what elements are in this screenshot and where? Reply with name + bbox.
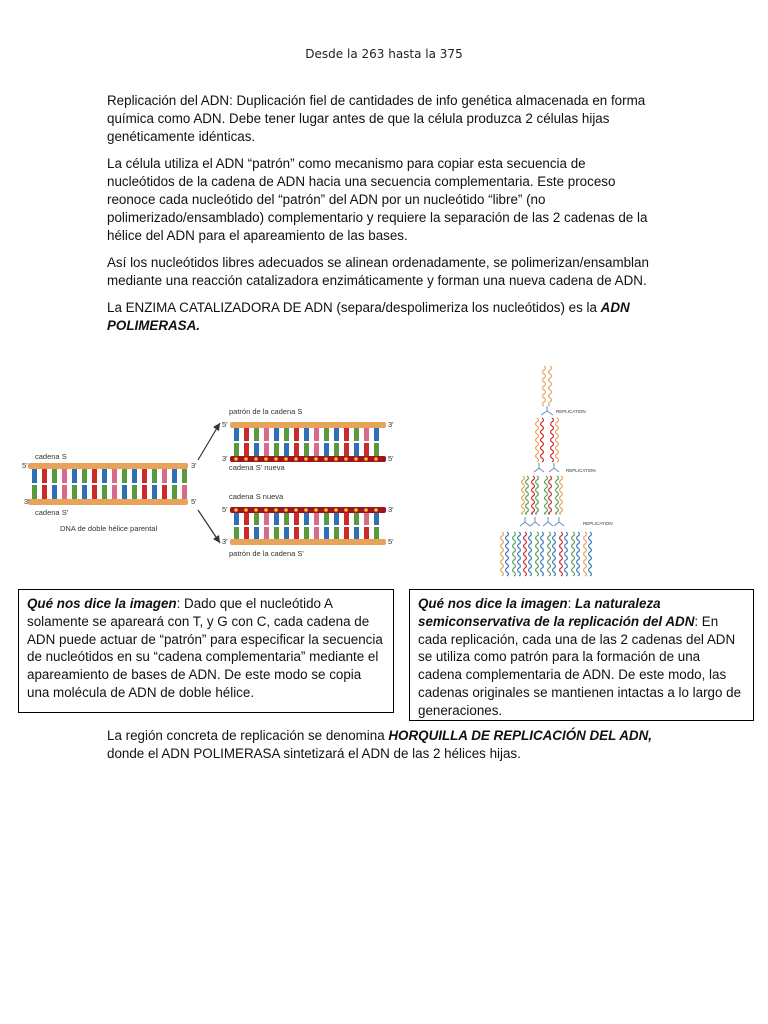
nucleotide-base bbox=[52, 485, 57, 499]
daughter-dna-helix-bottom bbox=[230, 507, 386, 545]
dna-strand bbox=[522, 476, 525, 514]
nucleotide-base bbox=[284, 527, 289, 539]
bottom-paragraph bbox=[107, 727, 655, 762]
box-right-title: Qué nos dice la imagen bbox=[418, 596, 568, 611]
dna-strand bbox=[560, 476, 563, 514]
nucleotide-base bbox=[354, 428, 359, 441]
label-cadena-s: cadena S bbox=[35, 452, 67, 461]
nucleotide-base bbox=[344, 428, 349, 441]
nucleotide-base bbox=[172, 469, 177, 483]
replication-fork bbox=[541, 406, 553, 415]
nucleotide-base bbox=[142, 469, 147, 483]
nucleotide-base bbox=[92, 485, 97, 499]
nucleotide-base bbox=[334, 428, 339, 441]
nucleotide-base bbox=[112, 485, 117, 499]
paragraph-2: La célula utiliza el ADN “patrón” como mecanismo para copiar esta secuencia de nucleótidos de la cadena de ADN hacia una secuencia complementaria. Este proceso reonoce cada nucleótido del “patrón” del ADN por un nucleótido “libre” (no polimerizado/ensamblado) complementario y requiere la separación de las 2 cadenas de la hélice del ADN para el apareamiento de las bases. bbox=[107, 156, 648, 243]
nucleotide-base bbox=[324, 527, 329, 539]
bottom-prefix: La región concreta de replicación se denomina bbox=[107, 728, 389, 743]
nucleotide-base bbox=[244, 428, 249, 441]
nucleotide-dot bbox=[304, 508, 308, 512]
nucleotide-dot bbox=[264, 457, 268, 461]
nucleotide-base bbox=[364, 443, 369, 456]
nucleotide-base bbox=[62, 485, 67, 499]
dna-strand bbox=[501, 532, 504, 576]
nucleotide-dot bbox=[274, 457, 278, 461]
nucleotide-base bbox=[102, 485, 107, 499]
main-text bbox=[107, 92, 655, 344]
nucleotide-base bbox=[304, 527, 309, 539]
page-header: Desde la 263 hasta la 375 bbox=[305, 47, 463, 61]
nucleotide-base bbox=[294, 428, 299, 441]
arrow-down-head bbox=[213, 535, 220, 543]
dna-strand bbox=[584, 532, 587, 576]
nucleotide-base bbox=[112, 469, 117, 483]
nucleotide-base bbox=[82, 469, 87, 483]
nucleotide-base bbox=[172, 485, 177, 499]
nucleotide-dot bbox=[344, 508, 348, 512]
nucleotide-base bbox=[142, 485, 147, 499]
dna-strand bbox=[553, 532, 556, 576]
nucleotide-base bbox=[152, 485, 157, 499]
dna-strand bbox=[577, 532, 580, 576]
nucleotide-base bbox=[254, 443, 259, 456]
label-cadena-s-prime: cadena S' bbox=[35, 508, 69, 517]
nucleotide-dot bbox=[274, 508, 278, 512]
caption-box-left bbox=[18, 589, 394, 713]
nucleotide-base bbox=[324, 428, 329, 441]
nucleotide-dot bbox=[284, 457, 288, 461]
paragraph-3: Así los nucleótidos libres adecuados se alinean ordenadamente, se polimerizan/ensamblan mediante una reacción catalizadora enzimáticamente y forman una nueva cadena de ADN. bbox=[107, 255, 649, 288]
end-label: 3' bbox=[222, 537, 228, 546]
nucleotide-base bbox=[264, 428, 269, 441]
nucleotide-base bbox=[244, 513, 249, 525]
nucleotide-base bbox=[374, 513, 379, 525]
label-parental: DNA de doble hélice parental bbox=[60, 524, 158, 533]
nucleotide-base bbox=[92, 469, 97, 483]
sugar-phosphate-backbone bbox=[230, 456, 386, 462]
box-right-title2: La naturaleza semiconservativa de la replicación del ADN bbox=[418, 596, 695, 629]
nucleotide-base bbox=[32, 485, 37, 499]
nucleotide-dot bbox=[244, 508, 248, 512]
nucleotide-base bbox=[374, 428, 379, 441]
dna-strand bbox=[532, 476, 535, 514]
dna-strand bbox=[526, 476, 529, 514]
bottom-bold: HORQUILLA DE REPLICACIÓN DEL ADN, bbox=[388, 728, 652, 743]
nucleotide-base bbox=[314, 527, 319, 539]
nucleotide-base bbox=[374, 443, 379, 456]
dna-strand bbox=[548, 532, 551, 576]
replication-label: REPLICATION bbox=[566, 468, 596, 473]
label-new-s-prime: cadena S' nueva bbox=[229, 463, 285, 472]
replication-fork bbox=[554, 517, 564, 526]
nucleotide-base bbox=[374, 527, 379, 539]
dna-strand bbox=[549, 476, 552, 514]
nucleotide-base bbox=[284, 513, 289, 525]
label-template-s: patrón de la cadena S bbox=[229, 407, 303, 416]
replication-fork bbox=[543, 517, 553, 526]
dna-strand bbox=[536, 532, 539, 576]
nucleotide-base bbox=[284, 443, 289, 456]
nucleotide-dot bbox=[244, 457, 248, 461]
nucleotide-base bbox=[244, 527, 249, 539]
nucleotide-base bbox=[274, 443, 279, 456]
nucleotide-dot bbox=[324, 457, 328, 461]
nucleotide-dot bbox=[334, 508, 338, 512]
end-label: 3' bbox=[388, 505, 394, 514]
dna-strand bbox=[513, 532, 516, 576]
sugar-phosphate-backbone bbox=[230, 539, 386, 545]
nucleotide-base bbox=[132, 485, 137, 499]
nucleotide-base bbox=[42, 469, 47, 483]
nucleotide-base bbox=[152, 469, 157, 483]
nucleotide-base bbox=[264, 443, 269, 456]
bottom-suffix: donde el ADN POLIMERASA sintetizará el ADN de las 2 hélices hijas. bbox=[107, 745, 521, 761]
nucleotide-base bbox=[334, 527, 339, 539]
nucleotide-dot bbox=[364, 508, 368, 512]
nucleotide-base bbox=[364, 513, 369, 525]
nucleotide-dot bbox=[334, 457, 338, 461]
nucleotide-base bbox=[254, 527, 259, 539]
nucleotide-dot bbox=[354, 457, 358, 461]
paragraph-4 bbox=[107, 299, 655, 335]
box-right-text: : En cada replicación, cada una de las 2 cadenas del ADN se utiliza como patrón para la formación de una cadena complementaria de ADN. De este modo, las cadenas originales se mantienen intactas a lo largo de generaciones. bbox=[418, 613, 742, 718]
nucleotide-base bbox=[244, 443, 249, 456]
sugar-phosphate-backbone bbox=[28, 463, 188, 469]
nucleotide-base bbox=[354, 443, 359, 456]
label-new-s: cadena S nueva bbox=[229, 492, 284, 501]
replication-fork bbox=[530, 517, 540, 526]
nucleotide-dot bbox=[354, 508, 358, 512]
nucleotide-dot bbox=[284, 508, 288, 512]
nucleotide-base bbox=[82, 485, 87, 499]
semiconservative-replication-figure bbox=[490, 362, 630, 580]
nucleotide-base bbox=[294, 443, 299, 456]
nucleotide-base bbox=[132, 469, 137, 483]
nucleotide-base bbox=[294, 513, 299, 525]
nucleotide-base bbox=[122, 469, 127, 483]
nucleotide-base bbox=[304, 513, 309, 525]
sugar-phosphate-backbone bbox=[28, 499, 188, 505]
nucleotide-base bbox=[234, 428, 239, 441]
nucleotide-base bbox=[324, 513, 329, 525]
dna-strand bbox=[506, 532, 509, 576]
nucleotide-base bbox=[274, 513, 279, 525]
nucleotide-base bbox=[234, 513, 239, 525]
nucleotide-base bbox=[162, 469, 167, 483]
nucleotide-base bbox=[294, 527, 299, 539]
dna-strand bbox=[541, 418, 544, 462]
nucleotide-base bbox=[72, 485, 77, 499]
nucleotide-dot bbox=[374, 457, 378, 461]
dna-replication-figure bbox=[20, 398, 400, 573]
end-label: 5' bbox=[388, 537, 394, 546]
dna-strand bbox=[529, 532, 532, 576]
nucleotide-base bbox=[314, 428, 319, 441]
sugar-phosphate-backbone bbox=[230, 422, 386, 428]
nucleotide-base bbox=[334, 443, 339, 456]
paragraph-1: Replicación del ADN: Duplicación fiel de cantidades de info genética almacenada en forma química como ADN. Debe tener lugar antes de que la célula produzca 2 células hijas genéticamente idénticas. bbox=[107, 93, 646, 144]
daughter-dna-helix-top bbox=[230, 422, 386, 462]
nucleotide-base bbox=[234, 527, 239, 539]
nucleotide-base bbox=[344, 513, 349, 525]
nucleotide-base bbox=[324, 443, 329, 456]
end-label: 5' bbox=[222, 420, 228, 429]
dna-strand bbox=[518, 532, 521, 576]
paragraph-4-text: La ENZIMA CATALIZADORA DE ADN (separa/despolimeriza los nucleótidos) es la bbox=[107, 300, 601, 315]
caption-box-right bbox=[409, 589, 754, 721]
paragraph-4-bold: ADN POLIMERASA. bbox=[107, 300, 630, 333]
end-label: 3' bbox=[388, 420, 394, 429]
replication-label: REPLICATION bbox=[556, 409, 586, 414]
dna-strand bbox=[556, 476, 559, 514]
dna-strand bbox=[565, 532, 568, 576]
replication-fork bbox=[534, 463, 544, 472]
nucleotide-base bbox=[284, 428, 289, 441]
nucleotide-base bbox=[344, 443, 349, 456]
dna-strand bbox=[549, 366, 552, 406]
nucleotide-base bbox=[354, 527, 359, 539]
nucleotide-base bbox=[254, 513, 259, 525]
nucleotide-base bbox=[234, 443, 239, 456]
nucleotide-dot bbox=[314, 457, 318, 461]
nucleotide-base bbox=[364, 428, 369, 441]
nucleotide-dot bbox=[234, 457, 238, 461]
sugar-phosphate-backbone bbox=[230, 507, 386, 513]
nucleotide-dot bbox=[254, 457, 258, 461]
end-label: 5' bbox=[191, 497, 197, 506]
dna-strand bbox=[551, 418, 554, 462]
nucleotide-base bbox=[264, 513, 269, 525]
nucleotide-dot bbox=[294, 508, 298, 512]
nucleotide-base bbox=[274, 527, 279, 539]
nucleotide-base bbox=[274, 428, 279, 441]
nucleotide-base bbox=[364, 527, 369, 539]
dna-strand bbox=[545, 476, 548, 514]
nucleotide-base bbox=[344, 527, 349, 539]
dna-strand bbox=[543, 366, 546, 406]
box-left-text: : Dado que el nucleótido A solamente se apareará con T, y G con C, cada cadena de ADN puede actuar de “patrón” para especificar la secuencia de nucleótidos en su “cadena complementaria” mediante el apareamiento de bases de ADN. De este modo se copia una molécula de ADN de doble hélice. bbox=[27, 596, 383, 700]
nucleotide-base bbox=[52, 469, 57, 483]
nucleotide-dot bbox=[304, 457, 308, 461]
replication-fork bbox=[549, 463, 559, 472]
nucleotide-base bbox=[314, 513, 319, 525]
nucleotide-base bbox=[42, 485, 47, 499]
nucleotide-base bbox=[182, 469, 187, 483]
nucleotide-base bbox=[122, 485, 127, 499]
nucleotide-base bbox=[334, 513, 339, 525]
nucleotide-dot bbox=[324, 508, 328, 512]
dna-strand bbox=[524, 532, 527, 576]
end-label: 5' bbox=[22, 461, 28, 470]
end-label: 3' bbox=[191, 461, 197, 470]
nucleotide-base bbox=[162, 485, 167, 499]
label-template-s-prime: patrón de la cadena S' bbox=[229, 549, 304, 558]
nucleotide-base bbox=[304, 443, 309, 456]
nucleotide-base bbox=[354, 513, 359, 525]
dna-strand bbox=[572, 532, 575, 576]
replication-fork bbox=[520, 517, 530, 526]
nucleotide-base bbox=[182, 485, 187, 499]
dna-strand bbox=[536, 476, 539, 514]
dna-strand bbox=[560, 532, 563, 576]
nucleotide-base bbox=[264, 527, 269, 539]
nucleotide-base bbox=[62, 469, 67, 483]
nucleotide-dot bbox=[314, 508, 318, 512]
dna-strand bbox=[536, 418, 539, 462]
end-label: 3' bbox=[222, 454, 228, 463]
box-left-title: Qué nos dice la imagen bbox=[27, 596, 177, 611]
nucleotide-dot bbox=[364, 457, 368, 461]
replication-label: REPLICATION bbox=[583, 521, 613, 526]
box-right-sep: : bbox=[567, 596, 576, 611]
dna-strand bbox=[541, 532, 544, 576]
parental-dna-helix bbox=[28, 463, 188, 505]
nucleotide-dot bbox=[264, 508, 268, 512]
nucleotide-dot bbox=[234, 508, 238, 512]
end-label: 5' bbox=[388, 454, 394, 463]
nucleotide-base bbox=[254, 428, 259, 441]
dna-strand bbox=[589, 532, 592, 576]
nucleotide-base bbox=[314, 443, 319, 456]
nucleotide-base bbox=[304, 428, 309, 441]
nucleotide-dot bbox=[344, 457, 348, 461]
nucleotide-base bbox=[102, 469, 107, 483]
end-label: 5' bbox=[222, 505, 228, 514]
dna-strand bbox=[556, 418, 559, 462]
nucleotide-dot bbox=[254, 508, 258, 512]
nucleotide-dot bbox=[374, 508, 378, 512]
end-label: 3' bbox=[24, 497, 30, 506]
nucleotide-base bbox=[32, 469, 37, 483]
nucleotide-dot bbox=[294, 457, 298, 461]
nucleotide-base bbox=[72, 469, 77, 483]
